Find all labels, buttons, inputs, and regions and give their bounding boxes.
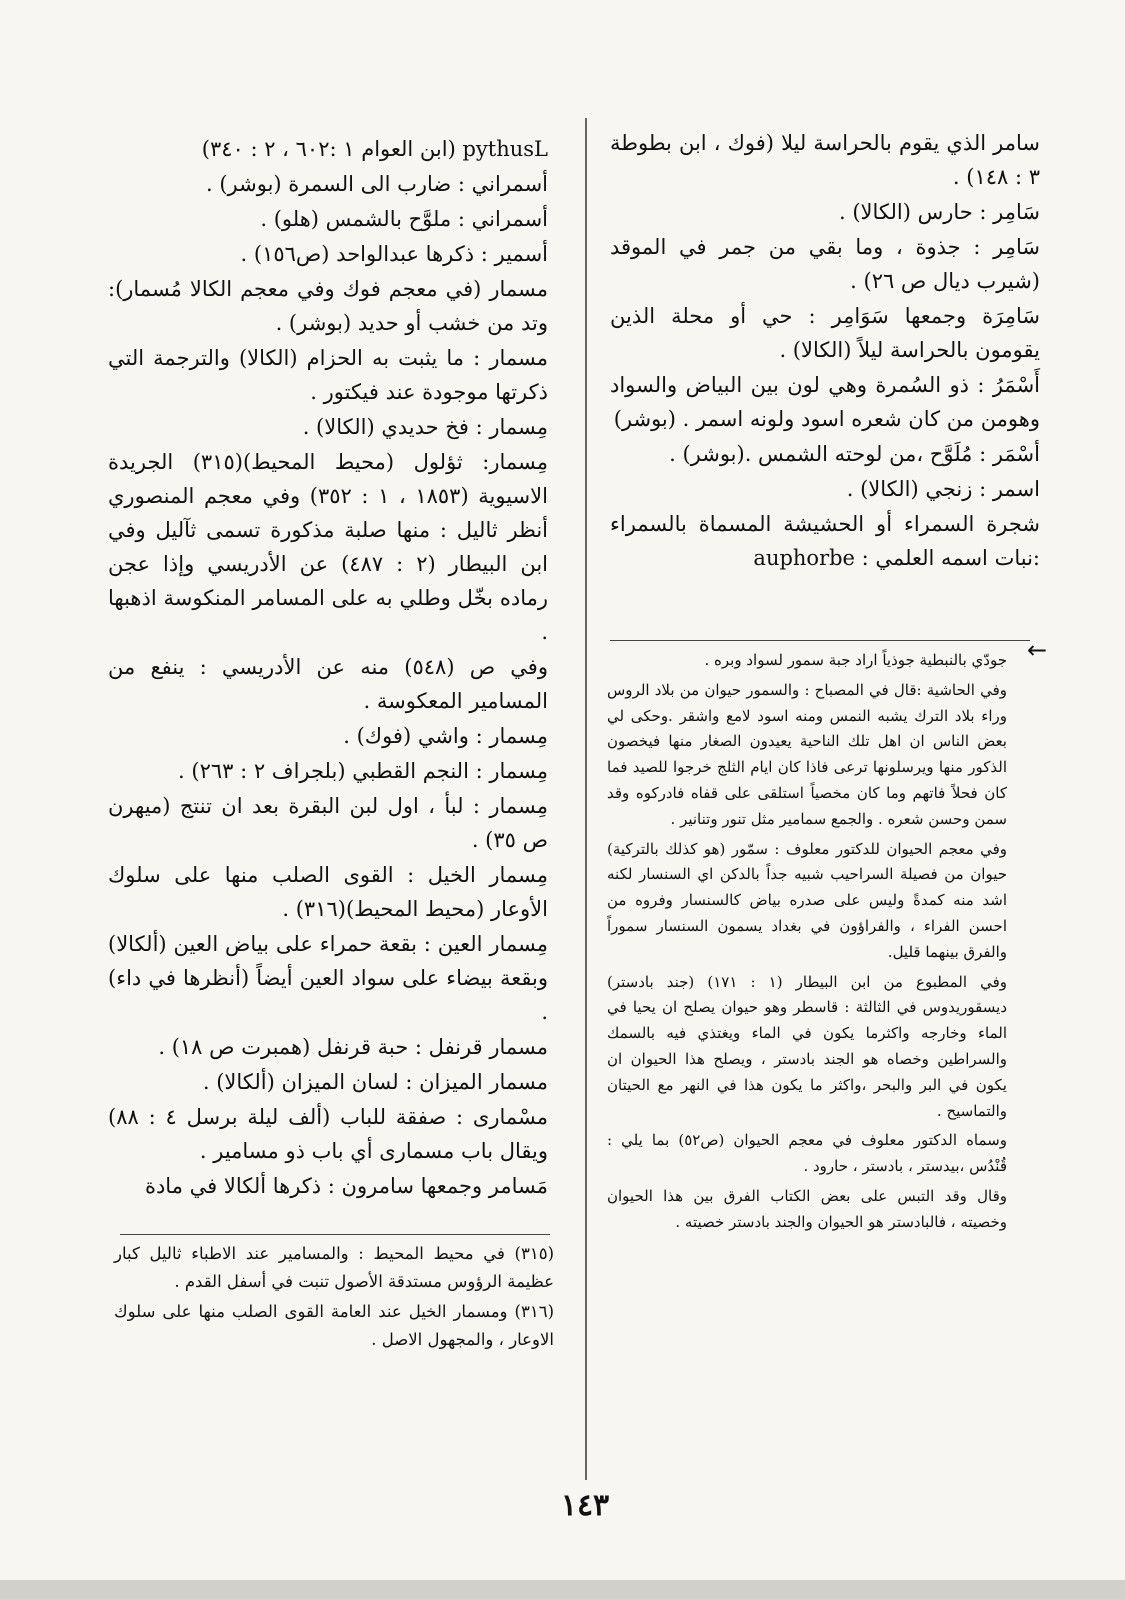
column-divider [585, 118, 587, 1480]
entry-mismar-colostrum: مِسمار : لبأ ، اول لبن البقرة بعد ان تنتج (ميهرن ص ٣٥) . [108, 794, 548, 853]
entry-mismar-informer: مِسمار : واشي (فوك) . [343, 724, 548, 749]
entry-samir-haris: سَامِر : حارس (الكالا) . [838, 200, 1040, 225]
right-column [610, 126, 1040, 576]
entry-samira: سَامِرَة وجمعها سَوَامِر : حي أو محلة الذين يقومون بالحراسة ليلاً (الكالا) . [610, 304, 1040, 363]
footnote-paragraph: جودّي بالنبطية جوذياً اراد جبة سمور لسواد وبره . [704, 651, 1007, 669]
right-footnote-rule [610, 640, 1030, 641]
entry-mismar-mizan: مسمار الميزان : لسان الميزان (ألكالا) . [202, 1070, 548, 1095]
entry-pythus: pythusL (ابن العوام ١ :٦٠٢ ، ٢ : ٣٤٠) [201, 137, 548, 161]
entry-asmar-zanji: اسمر : زنجي (الكالا) . [846, 477, 1040, 502]
entry-asmarani-1: أسمراني : ضارب الى السمرة (بوشر) . [206, 172, 548, 197]
footnote-paragraph: وفي المطبوع من ابن البيطار (١ : ١٧١) (جند بادستر) ديسقوريدوس في الثالثة : قاسطر وهو حيوان يصلح ان يحيا في الماء وخارجه واكثرما يكون في الماء ويغتذي فيه بالسمك والسراطين وخصاه هو الجند بادستر ، ويصلح هذا الحيوان ان يكون في البر والبحر ،واكثر ما يكون هذا في النهر مع الحيتان والتماسيح . [607, 972, 1008, 1120]
left-column [108, 132, 548, 1204]
entry-asmar: أَسْمَرُ : ذو السُمرة وهي لون بين البياض والسواد وهومن من كان شعره اسود ولونه اسمر . (بوشر) [610, 373, 1040, 432]
entry-mismar-khayl: مِسمار الخيل : القوى الصلب منها على سلوك الأوعار (محيط المحيط)(٣١٦) . [108, 863, 548, 922]
left-footnote-rule [120, 1234, 550, 1235]
page-number: ١٤٣ [560, 1488, 610, 1523]
entry-samir-ember: سَامِر : جذوة ، وما بقي من جمر في الموقد (شيرب ديال ص ٢٦) . [610, 235, 1040, 294]
entry-mismar-trap: مِسمار : فخ حديدي (الكالا) . [302, 415, 548, 440]
entry-shajarat-samra: شجرة السمراء أو الحشيشة المسماة بالسمراء :نبات اسمه العلمي : auphorbe [610, 512, 1040, 571]
footnote-paragraph: وقال وقد التبس على بعض الكتاب الفرق بين هذا الحيوان وخصيته ، فالبادستر هو الحيوان والجند بادستر خصيته . [607, 1186, 1007, 1231]
entry-mismari: مسْمارى : صفقة للباب (ألف ليلة برسل ٤ : ٨٨) ويقال باب مسمارى أي باب ذو مسامير . [108, 1105, 548, 1164]
right-footnotes [607, 648, 1007, 1240]
entry-samir-guard: سامر الذي يقوم بالحراسة ليلا (فوك ، ابن بطوطة ٣ : ١٤٨) . [610, 131, 1040, 190]
entry-mismar-peg: مسمار (في معجم فوك وفي معجم الكالا مُسمار): وتد من خشب أو حديد (بوشر) . [108, 277, 548, 336]
entry-mismar-page548: وفي ص (٥٤٨) منه عن الأدريسي : ينفع من المسامير المعكوسة . [108, 655, 548, 714]
arrow-left-icon: ← [1027, 636, 1048, 664]
footnote-paragraph: وسماه الدكتور معلوف في معجم الحيوان (ص٥٢) بما يلي : قُنْدُس ،بيدستر ، بادستر ، حارود . [607, 1131, 1007, 1176]
entry-masamir: مَسامر وجمعها سامرون : ذكرها ألكالا في مادة [144, 1174, 548, 1199]
entry-asmir: أسمير : ذكرها عبدالواحد (ص١٥٦) . [240, 242, 548, 267]
footnote-316: (٣١٦) ومسمار الخيل عند العامة القوى الصلب منها على سلوك الاوعار ، والمجهول الاصل . [114, 1302, 554, 1350]
entry-mismar-wart: مِسمار: ثؤلول (محيط المحيط)(٣١٥) الجريدة الاسيوية (١٨٥٣ ، ١ : ٣٥٢) وفي معجم المنصوري أنظر ثاليل : منها صلبة مذكورة تسمى ثآليل وفي ابن البيطار (٢ : ٤٨٧) عن الأدريسي وإذا عجن رماده بخّل وطلي به على المسامر المنكوسة اذهبها . [108, 450, 548, 645]
entry-mismar-clove: مسمار قرنفل : حبة قرنفل (همبرت ص ١٨) . [158, 1035, 548, 1060]
footnote-paragraph: وفي الحاشية :قال في المصباح : والسمور حيوان من بلاد الروس وراء بلاد الترك يشبه النمس ومنه اسود لامع واشقر .وحكى لي بعض الناس ان اهل تلك الناحية يعيدون الصغار منها فيخصون الذكور منها ويرسلونها ترعى فاذا كان ايام الثلج خرجوا للصيد فما كان فحلاً فاتهم وما كان مخصياً استلقى على قفاه فادركوه وقد سمن وحسن شعره . والجمع سمامير مثل تنور وتنانير . [607, 680, 1007, 828]
entry-asmarani-2: أسمراني : ملوَّح بالشمس (هلو) . [260, 207, 548, 232]
entry-mismar-ayn: مِسمار العين : بقعة حمراء على بياض العين (ألكالا) وبقعة بيضاء على سواد العين أيضاً (أنظرها في داء) . [108, 932, 548, 1025]
scan-edge [0, 1580, 1125, 1599]
entry-mismar-polestar: مِسمار : النجم القطبي (بلجراف ٢ : ٢٦٣) . [178, 759, 548, 784]
entry-mismar-belt: مسمار : ما يثبت به الحزام (الكالا) والترجمة التي ذكرتها موجودة عند فيكتور . [108, 346, 548, 405]
left-footnotes [114, 1240, 554, 1356]
footnote-paragraph: وفي معجم الحيوان للدكتور معلوف : سمّور (هو كذلك بالتركية) حيوان من فصيلة السراحيب شبيه جداً بالدكن اي السنسار لكنه اشد منه كمدةً وليس على صدره بياض كالسنسار وفروه من احسن الفراء ، والفراؤون في بغداد يسمون السنسار سموراً والفرق بينهما قليل. [607, 839, 1007, 961]
footnote-315: (٣١٥) في محيط المحيط : والمسامير عند الاطباء ثاليل كبار عظيمة الرؤوس مستدقة الأصول تنبت في أسفل القدم . [114, 1244, 554, 1292]
entry-asmar-sunburnt: أسْمَر : مُلَوَّح ،من لوحته الشمس .(بوشر) . [669, 442, 1040, 467]
